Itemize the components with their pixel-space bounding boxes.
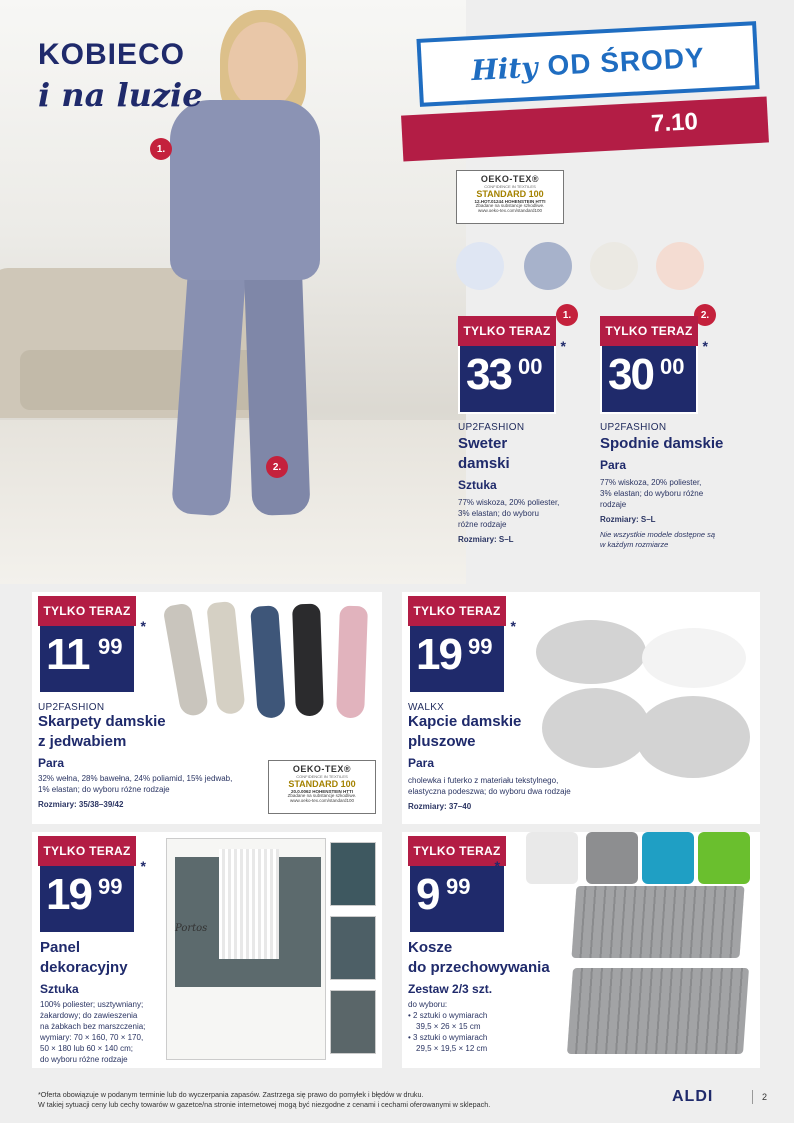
sweter-size: Rozmiary: S–L: [458, 535, 514, 544]
slipper-koala-1: [536, 620, 646, 684]
spodnie-size: Rozmiary: S–L: [600, 515, 656, 524]
sweter-desc-3: różne rodzaje: [458, 520, 507, 529]
skarpety-desc-2: 1% elastan; do wyboru różne rodzaje: [38, 785, 170, 794]
panel-unit: Sztuka: [40, 982, 79, 996]
footer-line2: W takiej sytuacji ceny lub cechy towarów w gazetce/na stronie internetowej mogą być niezgodne z cenami i cechami oferowanymi w sklepach.: [38, 1099, 491, 1109]
kosze-price-box: [408, 836, 506, 934]
price-asterisk: *: [494, 858, 500, 874]
oeko-standard: STANDARD 100: [288, 779, 356, 789]
spodnie-note-1: Nie wszystkie modele dostępne są: [600, 530, 716, 539]
sweter-unit: Sztuka: [458, 478, 497, 492]
sock-pink: [336, 606, 368, 719]
oeko-number: 12.HOT.01244 HOHENSTEIN HTTI: [474, 199, 546, 204]
kosze-name-line2: do przechowywania: [408, 959, 550, 976]
spodnie-name: Spodnie damskie: [600, 435, 724, 452]
model-sweater: [170, 100, 320, 280]
spodnie-desc-3: rodzaje: [600, 500, 627, 509]
kosze-panel: [402, 832, 760, 1068]
sweter-brand: UP2FASHION: [458, 422, 525, 433]
lid-grey: [586, 832, 638, 884]
sock-beige-1: [162, 602, 209, 717]
skarpety-brand: UP2FASHION: [38, 702, 105, 713]
panel-desc-6: do wyboru różne rodzaje: [40, 1055, 128, 1064]
oeko-line2: www.oeko-tex.com/standard100: [477, 207, 543, 213]
color-swatch-2: [524, 242, 572, 290]
skarpety-name-line2: z jedwabiem: [38, 733, 127, 750]
kapcie-price-box: [408, 596, 516, 694]
price-asterisk: *: [560, 338, 566, 354]
panel-desc-1: 100% poliester; usztywniany;: [40, 1000, 144, 1009]
skarpety-name-line1: Skarpety damskie: [38, 713, 166, 730]
lid-white: [526, 832, 578, 884]
panel-dekoracyjny-panel: [32, 832, 382, 1068]
color-swatch-4: [656, 242, 704, 290]
kapcie-desc-2: elastyczna podeszwa; do wyboru dwa rodzaje: [408, 787, 571, 796]
price-integer: 9: [416, 870, 439, 919]
price-asterisk: *: [702, 338, 708, 354]
price-head: TYLKO TERAZ: [408, 596, 506, 626]
skarpety-unit: Para: [38, 756, 65, 770]
kosze-desc-1: • 2 sztuki o wymiarach: [408, 1011, 488, 1020]
oeko-tex-label-2: [268, 760, 376, 814]
basket-top: [571, 886, 744, 958]
lid-blue: [642, 832, 694, 884]
kosze-desc-4: 29,5 × 19,5 × 12 cm: [416, 1044, 488, 1053]
panel-desc-2: żakardowy; do zawieszenia: [40, 1011, 138, 1020]
kosze-unit: Zestaw 2/3 szt.: [408, 982, 493, 996]
banner-od-sroda: OD ŚRODY: [546, 41, 706, 82]
kapcie-brand: WALKX: [408, 702, 445, 713]
price-head: TYLKO TERAZ: [458, 316, 556, 346]
kapcie-unit: Para: [408, 756, 435, 770]
panel-desc-4: wymiary: 70 × 160, 70 × 170,: [40, 1033, 144, 1042]
panel-name-line1: Panel: [40, 939, 81, 956]
oeko-line1: Zbadane na substancje szkodliwe.: [475, 203, 545, 208]
price-integer: 33: [466, 350, 511, 399]
price-integer: 11: [46, 630, 89, 679]
oeko-number: 20.0.0062 HOHENSTEIN HTTI: [290, 789, 354, 794]
spodnie-unit: Para: [600, 458, 627, 472]
color-swatch-3: [590, 242, 638, 290]
panel-desc-5: 50 × 180 lub 60 × 140 cm;: [40, 1044, 133, 1053]
price-asterisk: *: [140, 858, 146, 874]
price-integer: 19: [416, 630, 461, 679]
slipper-koala-3: [636, 696, 750, 778]
kapcie-desc-1: cholewka i futerko z materiału tekstylnego,: [408, 776, 559, 785]
sock-navy: [250, 605, 286, 719]
footer-disclaimer: [38, 1090, 490, 1109]
price-asterisk: *: [510, 618, 516, 634]
slipper-panda: [642, 628, 746, 688]
price-decimal: 99: [446, 874, 471, 899]
price-decimal: 00: [660, 354, 685, 379]
price-decimal: 00: [518, 354, 543, 379]
price-decimal: 99: [468, 634, 493, 659]
banner-date: 7.10: [650, 108, 699, 138]
banner-hity: [416, 21, 759, 107]
lace-curtain: [219, 849, 279, 959]
spodnie-badge: 2.: [694, 304, 716, 326]
kosze-name-line1: Kosze: [408, 939, 453, 956]
slipper-koala-2: [542, 688, 650, 768]
page-number: 2: [762, 1092, 768, 1102]
skarpety-desc-1: 32% wełna, 28% bawełna, 24% poliamid, 15% jedwab,: [38, 774, 233, 783]
sweter-desc-2: 3% elastan; do wyboru: [458, 509, 539, 518]
sock-beige-2: [206, 601, 246, 715]
kosze-desc-3: • 3 sztuki o wymiarach: [408, 1033, 488, 1042]
hero-badge-1: 1.: [150, 138, 172, 160]
price-head: TYLKO TERAZ: [38, 596, 136, 626]
price-head: TYLKO TERAZ: [600, 316, 698, 346]
model-head: [228, 22, 298, 110]
basket-bottom: [567, 968, 749, 1054]
lid-green: [698, 832, 750, 884]
kapcie-size: Rozmiary: 37–40: [408, 802, 472, 811]
hero-badge-2: 2.: [266, 456, 288, 478]
spodnie-desc-2: 3% elastan; do wyboru różne: [600, 489, 704, 498]
price-decimal: 99: [98, 634, 123, 659]
sweter-name-line2: damski: [458, 455, 510, 472]
sweter-price-box: [458, 316, 566, 414]
sock-black: [292, 604, 324, 717]
price-integer: 19: [46, 870, 91, 919]
oeko-standard: STANDARD 100: [476, 189, 544, 199]
spodnie-desc-1: 77% wiskoza, 20% poliester,: [600, 478, 702, 487]
spodnie-note-2: w każdym rozmiarze: [600, 540, 669, 549]
color-swatch-1: [456, 242, 504, 290]
oeko-confidence: CONFIDENCE IN TEXTILES: [296, 774, 348, 779]
skarpety-price-box: [38, 596, 146, 694]
kapcie-name-line1: Kapcie damskie: [408, 713, 522, 730]
curtain-thumb-1: [330, 842, 376, 906]
oeko-line1: Zbadane na substancje szkodliwe.: [287, 793, 357, 798]
price-head: TYLKO TERAZ: [408, 836, 506, 866]
panel-desc-3: na żabkach bez marszczenia;: [40, 1022, 146, 1031]
hero-title-line2: i na luzie: [38, 76, 203, 114]
curtain-package: [166, 838, 326, 1060]
oeko-confidence: CONFIDENCE IN TEXTILES: [484, 184, 536, 189]
kapcie-name-line2: pluszowe: [408, 733, 476, 750]
panel-name-line2: dekoracyjny: [40, 959, 128, 976]
kapcie-panel: [402, 592, 760, 824]
sweter-desc-1: 77% wiskoza, 20% poliester,: [458, 498, 560, 507]
aldi-logo: ALDI: [672, 1088, 714, 1105]
oeko-title: OEKO-TEX®: [292, 764, 352, 774]
skarpety-size: Rozmiary: 35/38–39/42: [38, 800, 124, 809]
banner-hity-word: Hity: [470, 50, 539, 87]
footer-line1: *Oferta obowiązuje w podanym terminie lub do wyczerpania zapasów. Zastrzega się prawo do pomyłek i błędów w druku.: [38, 1090, 424, 1099]
oeko-tex-label-1: [456, 170, 564, 224]
oeko-line2: www.oeko-tex.com/standard100: [289, 797, 355, 803]
price-integer: 30: [608, 350, 653, 399]
price-asterisk: *: [140, 618, 146, 634]
footer-separator: [752, 1090, 753, 1104]
spodnie-price-box: [600, 316, 708, 414]
price-decimal: 99: [98, 874, 123, 899]
kosze-desc-2: 39,5 × 26 × 15 cm: [416, 1022, 481, 1031]
package-brand: Portos: [175, 923, 208, 934]
sweter-name-line1: Sweter: [458, 435, 508, 452]
skarpety-panel: [32, 592, 382, 824]
price-head: TYLKO TERAZ: [38, 836, 136, 866]
hero-photo: [0, 0, 466, 584]
panel-price-box: [38, 836, 146, 934]
kosze-desc-0: do wyboru:: [408, 1000, 448, 1009]
curtain-thumb-2: [330, 916, 376, 980]
sweter-badge: 1.: [556, 304, 578, 326]
oeko-title: OEKO-TEX®: [480, 174, 540, 184]
spodnie-brand: UP2FASHION: [600, 422, 667, 433]
curtain-thumb-3: [330, 990, 376, 1054]
hero-title-line1: KOBIECO: [38, 38, 186, 71]
